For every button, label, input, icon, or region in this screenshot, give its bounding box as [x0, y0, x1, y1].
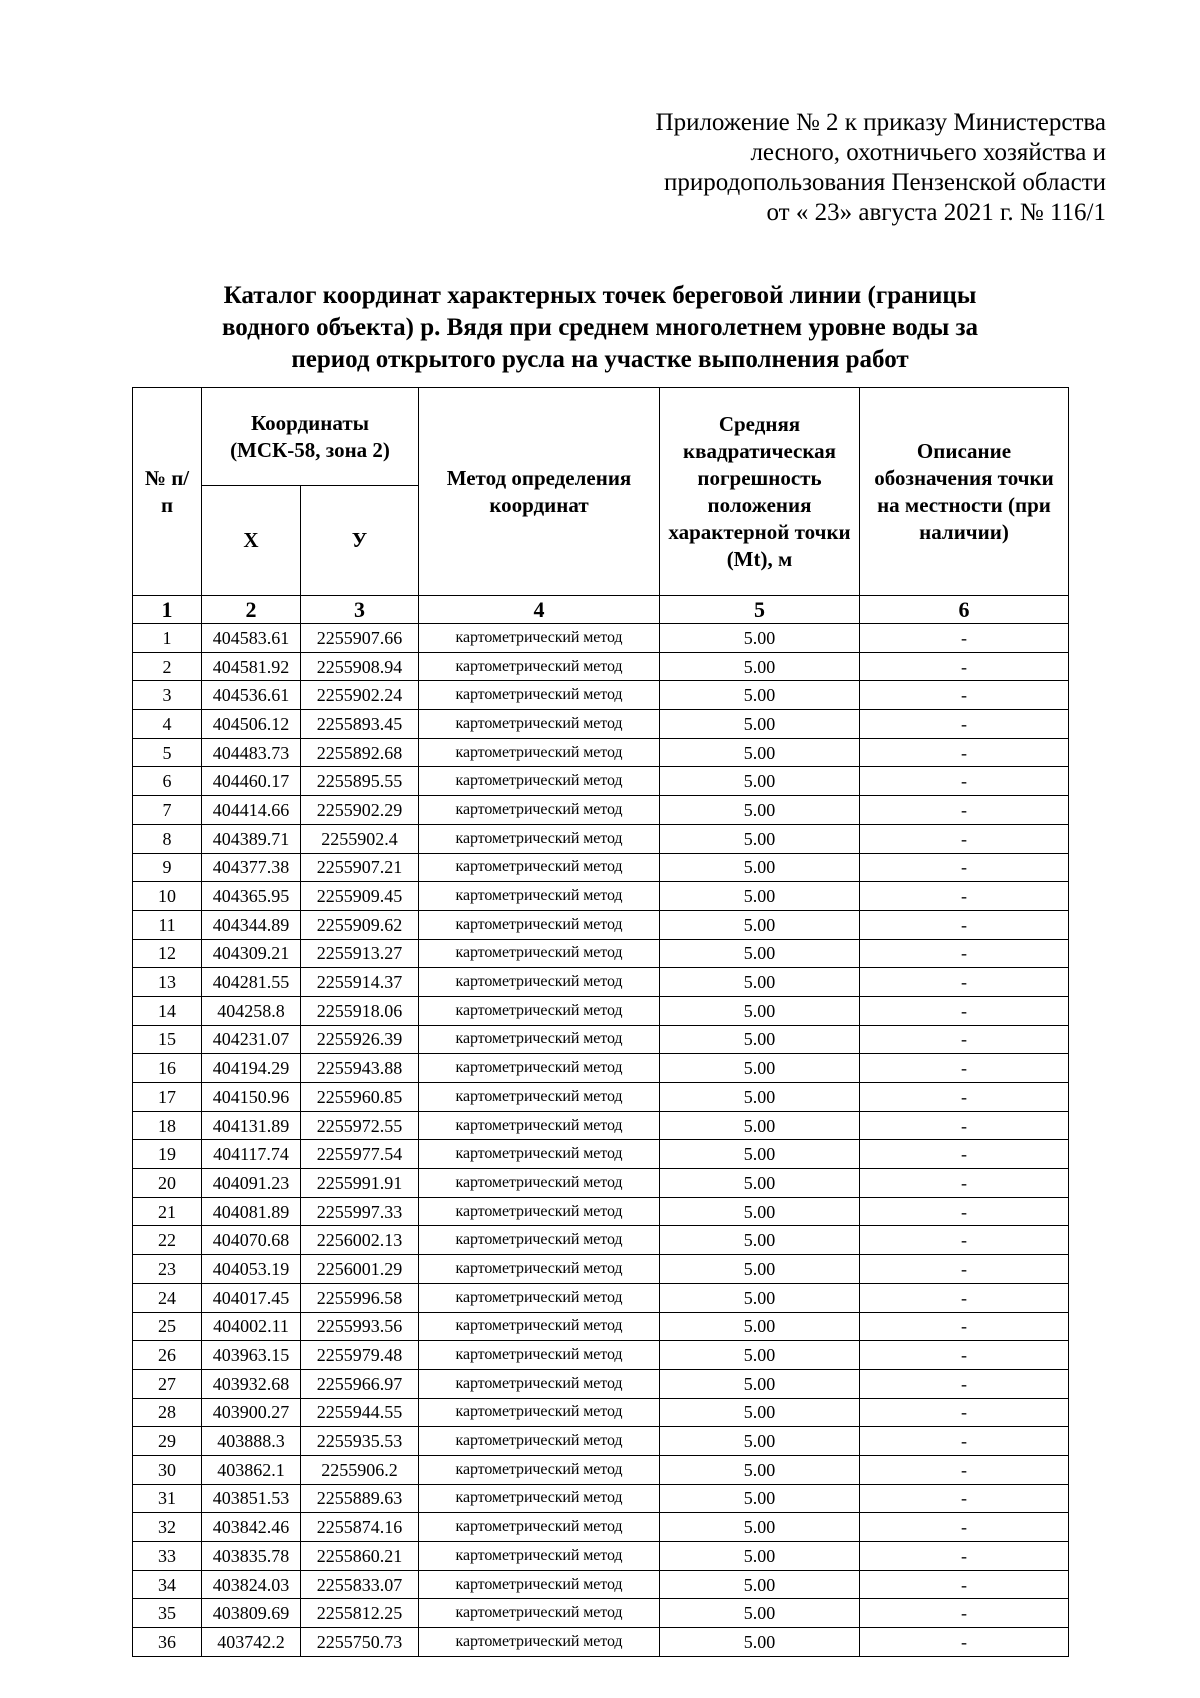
header-method: Метод определения координат	[419, 388, 660, 596]
description-cell: -	[860, 996, 1069, 1025]
y-cell: 2255944.55	[301, 1398, 419, 1427]
row-number-cell: 17	[133, 1083, 202, 1112]
description-cell: -	[860, 1140, 1069, 1169]
method-cell: картометрический метод	[419, 1570, 660, 1599]
method-cell: картометрический метод	[419, 1312, 660, 1341]
description-cell: -	[860, 1197, 1069, 1226]
y-cell: 2255902.4	[301, 824, 419, 853]
method-cell: картометрический метод	[419, 1427, 660, 1456]
x-cell: 404365.95	[202, 882, 301, 911]
appendix-line: природопользования Пензенской области	[663, 169, 1106, 196]
y-cell: 2255935.53	[301, 1427, 419, 1456]
method-cell: картометрический метод	[419, 796, 660, 825]
y-cell: 2255893.45	[301, 710, 419, 739]
row-number-cell: 4	[133, 710, 202, 739]
table-row	[133, 882, 1069, 911]
table-row	[133, 1542, 1069, 1571]
y-cell: 2255860.21	[301, 1542, 419, 1571]
header-description: Описание обозначения точки на местности (при наличии)	[860, 388, 1069, 596]
row-number-cell: 32	[133, 1513, 202, 1542]
row-number-cell: 7	[133, 796, 202, 825]
error-cell: 5.00	[660, 882, 860, 911]
description-cell: -	[860, 1341, 1069, 1370]
table-row	[133, 1226, 1069, 1255]
coordinates-table	[132, 387, 1069, 1657]
table-row	[133, 1599, 1069, 1628]
y-cell: 2255914.37	[301, 968, 419, 997]
x-cell: 404344.89	[202, 910, 301, 939]
x-cell: 403809.69	[202, 1599, 301, 1628]
error-cell: 5.00	[660, 1312, 860, 1341]
row-number-cell: 25	[133, 1312, 202, 1341]
method-cell: картометрический метод	[419, 1197, 660, 1226]
description-cell: -	[860, 624, 1069, 653]
method-cell: картометрический метод	[419, 767, 660, 796]
method-cell: картометрический метод	[419, 910, 660, 939]
table-row	[133, 681, 1069, 710]
error-cell: 5.00	[660, 1054, 860, 1083]
title-line: период открытого русла на участке выполнения работ	[291, 346, 909, 373]
x-cell: 404091.23	[202, 1169, 301, 1198]
row-number-cell: 12	[133, 939, 202, 968]
x-cell: 404002.11	[202, 1312, 301, 1341]
y-cell: 2255909.62	[301, 910, 419, 939]
x-cell: 403842.46	[202, 1513, 301, 1542]
error-cell: 5.00	[660, 1083, 860, 1112]
header-coordinates: Координаты (МСК-58, зона 2)	[202, 388, 419, 486]
x-cell: 403900.27	[202, 1398, 301, 1427]
y-cell: 2255909.45	[301, 882, 419, 911]
y-cell: 2255750.73	[301, 1628, 419, 1657]
x-cell: 404377.38	[202, 853, 301, 882]
x-cell: 404081.89	[202, 1197, 301, 1226]
row-number-cell: 1	[133, 624, 202, 653]
table-row	[133, 1513, 1069, 1542]
method-cell: картометрический метод	[419, 1513, 660, 1542]
row-number-cell: 3	[133, 681, 202, 710]
y-cell: 2255991.91	[301, 1169, 419, 1198]
y-cell: 2255993.56	[301, 1312, 419, 1341]
y-cell: 2255907.21	[301, 853, 419, 882]
column-number: 1	[133, 596, 202, 624]
x-cell: 404581.92	[202, 652, 301, 681]
y-cell: 2255906.2	[301, 1455, 419, 1484]
y-cell: 2255902.24	[301, 681, 419, 710]
x-cell: 404258.8	[202, 996, 301, 1025]
error-cell: 5.00	[660, 1369, 860, 1398]
description-cell: -	[860, 796, 1069, 825]
document-title	[0, 280, 1200, 376]
table-row	[133, 968, 1069, 997]
error-cell: 5.00	[660, 796, 860, 825]
table-row	[133, 1312, 1069, 1341]
y-cell: 2255889.63	[301, 1484, 419, 1513]
error-cell: 5.00	[660, 1341, 860, 1370]
method-cell: картометрический метод	[419, 882, 660, 911]
x-cell: 404506.12	[202, 710, 301, 739]
error-cell: 5.00	[660, 1599, 860, 1628]
y-cell: 2255902.29	[301, 796, 419, 825]
header-x: Х	[202, 486, 301, 596]
table-row	[133, 853, 1069, 882]
y-cell: 2256001.29	[301, 1255, 419, 1284]
table-row	[133, 1197, 1069, 1226]
table-row	[133, 1369, 1069, 1398]
table-row	[133, 1455, 1069, 1484]
y-cell: 2255812.25	[301, 1599, 419, 1628]
row-number-cell: 8	[133, 824, 202, 853]
appendix-line: от « 23» августа 2021 г. № 116/1	[766, 199, 1106, 226]
row-number-cell: 30	[133, 1455, 202, 1484]
description-cell: -	[860, 882, 1069, 911]
x-cell: 403824.03	[202, 1570, 301, 1599]
y-cell: 2255979.48	[301, 1341, 419, 1370]
method-cell: картометрический метод	[419, 1599, 660, 1628]
y-cell: 2255943.88	[301, 1054, 419, 1083]
x-cell: 404231.07	[202, 1025, 301, 1054]
row-number-cell: 34	[133, 1570, 202, 1599]
description-cell: -	[860, 910, 1069, 939]
row-number-cell: 27	[133, 1369, 202, 1398]
description-cell: -	[860, 939, 1069, 968]
description-cell: -	[860, 681, 1069, 710]
method-cell: картометрический метод	[419, 996, 660, 1025]
description-cell: -	[860, 1283, 1069, 1312]
description-cell: -	[860, 1083, 1069, 1112]
x-cell: 404460.17	[202, 767, 301, 796]
error-cell: 5.00	[660, 1140, 860, 1169]
appendix-line: лесного, охотничьего хозяйства и	[750, 139, 1106, 166]
y-cell: 2255966.97	[301, 1369, 419, 1398]
description-cell: -	[860, 1570, 1069, 1599]
description-cell: -	[860, 1455, 1069, 1484]
x-cell: 404017.45	[202, 1283, 301, 1312]
method-cell: картометрический метод	[419, 681, 660, 710]
x-cell: 404583.61	[202, 624, 301, 653]
row-number-cell: 19	[133, 1140, 202, 1169]
method-cell: картометрический метод	[419, 1255, 660, 1284]
row-number-cell: 31	[133, 1484, 202, 1513]
row-number-cell: 24	[133, 1283, 202, 1312]
error-cell: 5.00	[660, 1570, 860, 1599]
description-cell: -	[860, 1312, 1069, 1341]
row-number-cell: 10	[133, 882, 202, 911]
x-cell: 403851.53	[202, 1484, 301, 1513]
table-row	[133, 996, 1069, 1025]
y-cell: 2255996.58	[301, 1283, 419, 1312]
method-cell: картометрический метод	[419, 1226, 660, 1255]
y-cell: 2255833.07	[301, 1570, 419, 1599]
error-cell: 5.00	[660, 624, 860, 653]
table-row	[133, 652, 1069, 681]
y-cell: 2255874.16	[301, 1513, 419, 1542]
description-cell: -	[860, 1542, 1069, 1571]
column-number: 5	[660, 596, 860, 624]
x-cell: 403742.2	[202, 1628, 301, 1657]
method-cell: картометрический метод	[419, 1542, 660, 1571]
row-number-cell: 18	[133, 1111, 202, 1140]
method-cell: картометрический метод	[419, 652, 660, 681]
error-cell: 5.00	[660, 1169, 860, 1198]
column-number-row	[133, 596, 1069, 624]
error-cell: 5.00	[660, 824, 860, 853]
x-cell: 404053.19	[202, 1255, 301, 1284]
error-cell: 5.00	[660, 1398, 860, 1427]
description-cell: -	[860, 1484, 1069, 1513]
table-row	[133, 1283, 1069, 1312]
method-cell: картометрический метод	[419, 939, 660, 968]
y-cell: 2255960.85	[301, 1083, 419, 1112]
error-cell: 5.00	[660, 710, 860, 739]
description-cell: -	[860, 652, 1069, 681]
table-row	[133, 1255, 1069, 1284]
method-cell: картометрический метод	[419, 1628, 660, 1657]
row-number-cell: 15	[133, 1025, 202, 1054]
row-number-cell: 11	[133, 910, 202, 939]
row-number-cell: 16	[133, 1054, 202, 1083]
method-cell: картометрический метод	[419, 1341, 660, 1370]
description-cell: -	[860, 1628, 1069, 1657]
method-cell: картометрический метод	[419, 1054, 660, 1083]
table-row	[133, 1628, 1069, 1657]
error-cell: 5.00	[660, 652, 860, 681]
error-cell: 5.00	[660, 1484, 860, 1513]
y-cell: 2255926.39	[301, 1025, 419, 1054]
table-row	[133, 1341, 1069, 1370]
description-cell: -	[860, 710, 1069, 739]
y-cell: 2255907.66	[301, 624, 419, 653]
error-cell: 5.00	[660, 996, 860, 1025]
row-number-cell: 22	[133, 1226, 202, 1255]
x-cell: 404070.68	[202, 1226, 301, 1255]
y-cell: 2255918.06	[301, 996, 419, 1025]
column-number: 6	[860, 596, 1069, 624]
header-y: У	[301, 486, 419, 596]
method-cell: картометрический метод	[419, 1369, 660, 1398]
row-number-cell: 20	[133, 1169, 202, 1198]
table-row	[133, 796, 1069, 825]
header-error: Средняя квадратическая погрешность положения характерной точки (Mt), м	[660, 388, 860, 596]
error-cell: 5.00	[660, 1255, 860, 1284]
x-cell: 404117.74	[202, 1140, 301, 1169]
row-number-cell: 35	[133, 1599, 202, 1628]
table-row	[133, 624, 1069, 653]
table-row	[133, 767, 1069, 796]
table-row	[133, 1398, 1069, 1427]
x-cell: 404483.73	[202, 738, 301, 767]
row-number-cell: 36	[133, 1628, 202, 1657]
x-cell: 403888.3	[202, 1427, 301, 1456]
column-number: 4	[419, 596, 660, 624]
x-cell: 404131.89	[202, 1111, 301, 1140]
y-cell: 2255997.33	[301, 1197, 419, 1226]
x-cell: 403932.68	[202, 1369, 301, 1398]
description-cell: -	[860, 1599, 1069, 1628]
column-number: 2	[202, 596, 301, 624]
method-cell: картометрический метод	[419, 1484, 660, 1513]
table-row	[133, 738, 1069, 767]
y-cell: 2255908.94	[301, 652, 419, 681]
description-cell: -	[860, 968, 1069, 997]
x-cell: 404194.29	[202, 1054, 301, 1083]
error-cell: 5.00	[660, 1111, 860, 1140]
row-number-cell: 23	[133, 1255, 202, 1284]
error-cell: 5.00	[660, 1226, 860, 1255]
error-cell: 5.00	[660, 738, 860, 767]
table-row	[133, 1025, 1069, 1054]
error-cell: 5.00	[660, 1628, 860, 1657]
table-row	[133, 1111, 1069, 1140]
x-cell: 404281.55	[202, 968, 301, 997]
description-cell: -	[860, 1169, 1069, 1198]
y-cell: 2255895.55	[301, 767, 419, 796]
row-number-cell: 26	[133, 1341, 202, 1370]
title-line: Каталог координат характерных точек береговой линии (границы	[223, 282, 977, 309]
method-cell: картометрический метод	[419, 1140, 660, 1169]
x-cell: 404536.61	[202, 681, 301, 710]
method-cell: картометрический метод	[419, 853, 660, 882]
error-cell: 5.00	[660, 853, 860, 882]
description-cell: -	[860, 853, 1069, 882]
description-cell: -	[860, 1427, 1069, 1456]
row-number-cell: 5	[133, 738, 202, 767]
method-cell: картометрический метод	[419, 1025, 660, 1054]
row-number-cell: 14	[133, 996, 202, 1025]
row-number-cell: 28	[133, 1398, 202, 1427]
description-cell: -	[860, 1226, 1069, 1255]
method-cell: картометрический метод	[419, 738, 660, 767]
method-cell: картометрический метод	[419, 1169, 660, 1198]
error-cell: 5.00	[660, 767, 860, 796]
appendix-line: Приложение № 2 к приказу Министерства	[655, 109, 1106, 136]
description-cell: -	[860, 767, 1069, 796]
error-cell: 5.00	[660, 1197, 860, 1226]
column-number: 3	[301, 596, 419, 624]
x-cell: 404389.71	[202, 824, 301, 853]
table-row	[133, 824, 1069, 853]
table-body	[133, 624, 1069, 1657]
x-cell: 403862.1	[202, 1455, 301, 1484]
method-cell: картометрический метод	[419, 1398, 660, 1427]
table-row	[133, 1169, 1069, 1198]
y-cell: 2255977.54	[301, 1140, 419, 1169]
table-row	[133, 1140, 1069, 1169]
row-number-cell: 33	[133, 1542, 202, 1571]
table-row	[133, 1083, 1069, 1112]
error-cell: 5.00	[660, 1283, 860, 1312]
x-cell: 403835.78	[202, 1542, 301, 1571]
appendix-reference	[656, 108, 1106, 228]
table-row	[133, 939, 1069, 968]
error-cell: 5.00	[660, 939, 860, 968]
error-cell: 5.00	[660, 1513, 860, 1542]
y-cell: 2255972.55	[301, 1111, 419, 1140]
description-cell: -	[860, 1398, 1069, 1427]
row-number-cell: 21	[133, 1197, 202, 1226]
row-number-cell: 9	[133, 853, 202, 882]
table-row	[133, 710, 1069, 739]
error-cell: 5.00	[660, 1025, 860, 1054]
table-row	[133, 1054, 1069, 1083]
error-cell: 5.00	[660, 1455, 860, 1484]
method-cell: картометрический метод	[419, 824, 660, 853]
description-cell: -	[860, 738, 1069, 767]
method-cell: картометрический метод	[419, 1083, 660, 1112]
row-number-cell: 13	[133, 968, 202, 997]
method-cell: картометрический метод	[419, 1455, 660, 1484]
table-row	[133, 1570, 1069, 1599]
method-cell: картометрический метод	[419, 968, 660, 997]
y-cell: 2255892.68	[301, 738, 419, 767]
method-cell: картометрический метод	[419, 624, 660, 653]
x-cell: 404150.96	[202, 1083, 301, 1112]
row-number-cell: 6	[133, 767, 202, 796]
method-cell: картометрический метод	[419, 1111, 660, 1140]
header-number: № п/п	[133, 388, 202, 596]
y-cell: 2255913.27	[301, 939, 419, 968]
error-cell: 5.00	[660, 1427, 860, 1456]
y-cell: 2256002.13	[301, 1226, 419, 1255]
description-cell: -	[860, 1054, 1069, 1083]
error-cell: 5.00	[660, 910, 860, 939]
description-cell: -	[860, 1369, 1069, 1398]
row-number-cell: 29	[133, 1427, 202, 1456]
x-cell: 404309.21	[202, 939, 301, 968]
method-cell: картометрический метод	[419, 710, 660, 739]
table-row	[133, 1427, 1069, 1456]
method-cell: картометрический метод	[419, 1283, 660, 1312]
error-cell: 5.00	[660, 1542, 860, 1571]
x-cell: 404414.66	[202, 796, 301, 825]
error-cell: 5.00	[660, 681, 860, 710]
description-cell: -	[860, 1255, 1069, 1284]
title-line: водного объекта) р. Вядя при среднем многолетнем уровне воды за	[221, 314, 979, 341]
row-number-cell: 2	[133, 652, 202, 681]
table-row	[133, 1484, 1069, 1513]
table-row	[133, 910, 1069, 939]
description-cell: -	[860, 1111, 1069, 1140]
description-cell: -	[860, 824, 1069, 853]
x-cell: 403963.15	[202, 1341, 301, 1370]
description-cell: -	[860, 1513, 1069, 1542]
description-cell: -	[860, 1025, 1069, 1054]
error-cell: 5.00	[660, 968, 860, 997]
